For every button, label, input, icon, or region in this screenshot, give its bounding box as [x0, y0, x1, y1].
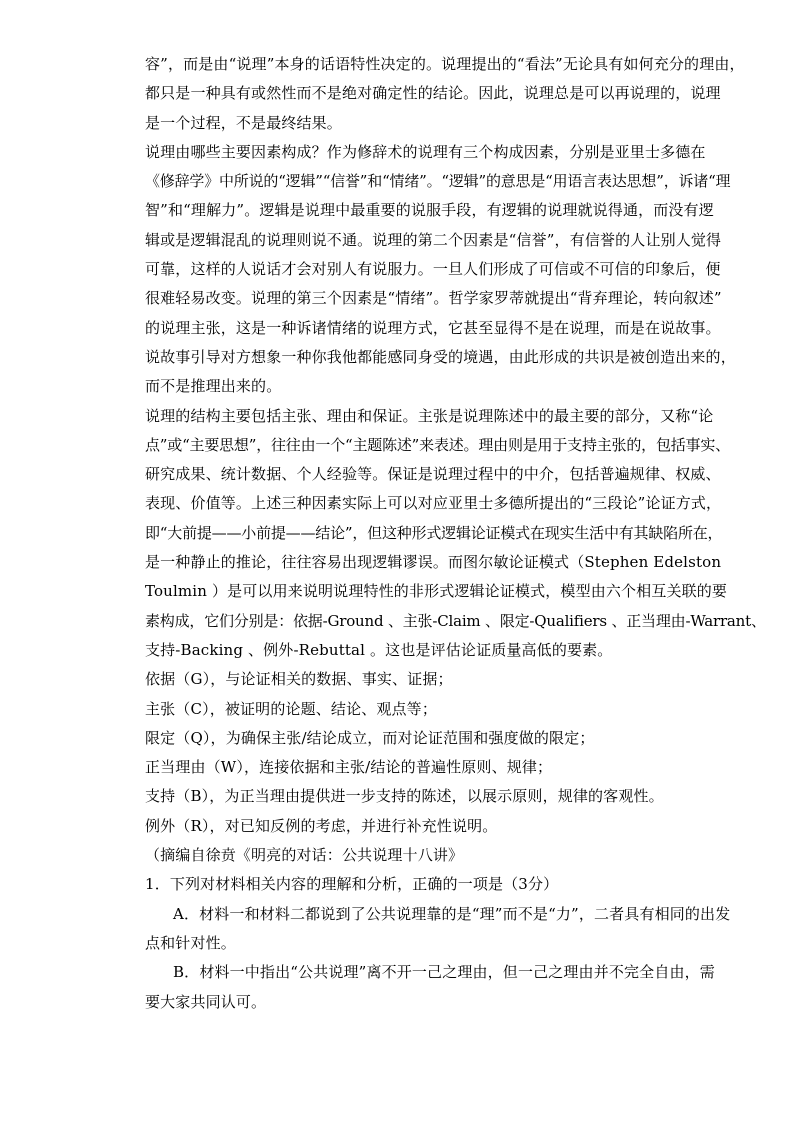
text-line: Toulmin ）是可以用来说明说理特性的非形式逻辑论证模式，模型由六个相互关联的要 — [145, 582, 728, 601]
definition-rebuttal: 例外（R），对已知反例的考虑，并进行补充性说明。 — [145, 816, 498, 835]
definition-claim: 主张（C），被证明的论题、结论、观点等； — [145, 699, 437, 718]
text-line: 可靠，这样的人说话才会对别人有说服力。一旦人们形成了可信或不可信的印象后，便 — [145, 260, 721, 279]
text-line: 都只是一种具有或然性而不是绝对确定性的结论。因此，说理总是可以再说理的，说理 — [145, 84, 721, 103]
option-a-continued: 点和针对性。 — [145, 933, 236, 952]
text-line: 《修辞学》中所说的“逻辑”“信誉”和“情绪”。“逻辑”的意思是“用语言表达思想”，诉诸“理 — [145, 172, 731, 191]
text-line: 表现、价值等。上述三种因素实际上可以对应亚里士多德所提出的“三段论”论证方式， — [145, 494, 722, 513]
text-line: 即“大前提——小前提——结论”，但这种形式逻辑论证模式在现实生活中有其缺陷所在， — [145, 523, 723, 542]
text-line: 智”和“理解力”。逻辑是说理中最重要的说服手段，有逻辑的说理就说得通，而没有逻 — [145, 201, 714, 220]
text-line: 辑或是逻辑混乱的说理则说不通。说理的第二个因素是“信誉”，有信誉的人让别人觉得 — [145, 230, 722, 249]
question-title: 1．下列对材料相关内容的理解和分析，正确的一项是（3分） — [145, 875, 559, 894]
option-b: B．材料一中指出“公共说理”离不开一己之理由，但一己之理由并不完全自由，需 — [173, 963, 715, 982]
text-line: 容”，而是由“说理”本身的话语特性决定的。说理提出的“看法”无论具有如何充分的理由， — [145, 55, 745, 73]
definition-ground: 依据（G），与论证相关的数据、事实、证据； — [145, 670, 453, 689]
text-line: 是一个过程，不是最终结果。 — [145, 113, 342, 132]
text-line: 是一种静止的推论，往往容易出现逻辑谬误。而图尔敏论证模式（Stephen Edelston — [145, 553, 722, 572]
text-line: 素构成，它们分别是：依据-Ground 、主张-Claim 、限定-Qualifiers 、正当理由-Warrant、 — [145, 611, 766, 630]
option-a: A．材料一和材料二都说到了公共说理靠的是“理”而不是“力”，二者具有相同的出发 — [173, 904, 731, 923]
definition-warrant: 正当理由（W），连接依据和主张/结论的普遍性原则、规律； — [145, 758, 553, 777]
text-line: 说理由哪些主要因素构成？作为修辞术的说理有三个构成因素，分别是亚里士多德在 — [145, 142, 706, 161]
text-line: 支持-Backing 、例外-Rebuttal 。这也是评估论证质量高低的要素。 — [145, 640, 613, 659]
text-line: 很难轻易改变。说理的第三个因素是“情绪”。哲学家罗蒂就提出“背弃理论，转向叙述” — [145, 289, 722, 308]
option-b-continued: 要大家共同认可。 — [145, 992, 267, 1011]
text-line: 说理的结构主要包括主张、理由和保证。主张是说理陈述中的最主要的部分，又称“论 — [145, 406, 714, 425]
text-line: 而不是推理出来的。 — [145, 377, 282, 396]
definition-qualifiers: 限定（Q），为确保主张/结论成立，而对论证范围和强度做的限定； — [145, 728, 595, 747]
text-line: 的说理主张，这是一种诉诸情绪的说理方式，它甚至显得不是在说理，而是在说故事。 — [145, 318, 721, 337]
text-line: 说故事引导对方想象一种你我他都能感同身受的境遇，由此形成的共识是被创造出来的， — [145, 347, 736, 366]
text-line: 点”或“主要思想”，往往由一个“主题陈述”来表述。理由则是用于支持主张的，包括事实、 — [145, 435, 730, 454]
text-line: 研究成果、统计数据、个人经验等。保证是说理过程中的中介，包括普遍规律、权威、 — [145, 465, 721, 484]
document-page — [145, 50, 770, 1017]
source-citation: （摘编自徐贲《明亮的对话：公共说理十八讲》 — [145, 846, 464, 865]
definition-backing: 支持（B），为正当理由提供进一步支持的陈述，以展示原则，规律的客观性。 — [145, 787, 664, 806]
